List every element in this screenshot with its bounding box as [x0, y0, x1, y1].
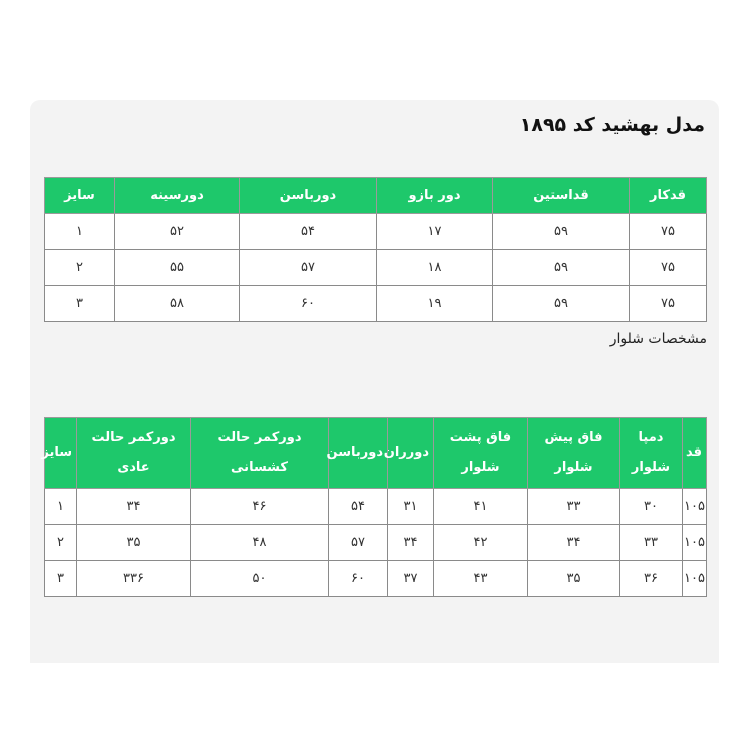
size-chart-panel: [30, 100, 719, 663]
table-cell: ۵۹: [493, 250, 630, 286]
table-cell: ۳۵: [528, 561, 620, 597]
table-cell: ۳۴: [388, 525, 434, 561]
table-cell: ۳۱: [388, 489, 434, 525]
table-cell: ۱: [45, 489, 77, 525]
table-cell: ۴۳: [434, 561, 528, 597]
table-cell: ۱۰۵: [683, 489, 707, 525]
table-row: [45, 525, 707, 561]
table-row: [45, 286, 707, 322]
table-row: [45, 489, 707, 525]
table-cell: ۵۹: [493, 214, 630, 250]
table-cell: ۳۷: [388, 561, 434, 597]
header-cell: قدکار: [630, 178, 707, 214]
table-cell: ۴۶: [191, 489, 329, 525]
table-cell: ۱: [45, 214, 115, 250]
trousers-spec-heading: مشخصات شلوار: [609, 331, 707, 347]
table-cell: ۷۵: [630, 214, 707, 250]
header-cell: قد: [683, 418, 707, 489]
table-cell: ۵۷: [329, 525, 388, 561]
header-cell: دورکمر حالت عادی: [77, 418, 191, 489]
table-cell: ۵۹: [493, 286, 630, 322]
table-cell: ۳۴: [528, 525, 620, 561]
table-cell: ۵۷: [240, 250, 377, 286]
table-cell: ۱۷: [377, 214, 493, 250]
table-cell: ۳: [45, 286, 115, 322]
table-cell: ۵۴: [240, 214, 377, 250]
table-cell: ۶۰: [240, 286, 377, 322]
table-cell: ۵۲: [115, 214, 240, 250]
header-cell: دورسینه: [115, 178, 240, 214]
table-row: [45, 250, 707, 286]
table-cell: ۳۰: [620, 489, 683, 525]
table-cell: ۱۸: [377, 250, 493, 286]
table-cell: ۵۵: [115, 250, 240, 286]
table-cell: ۷۵: [630, 250, 707, 286]
header-cell: قداستین: [493, 178, 630, 214]
header-cell: فاق پیش شلوار: [528, 418, 620, 489]
table-row: [45, 561, 707, 597]
table-header-row: [45, 418, 707, 489]
table-cell: ۳۳: [620, 525, 683, 561]
table-cell: ۳۴: [77, 489, 191, 525]
table-cell: ۱۰۵: [683, 525, 707, 561]
table-cell: ۱۹: [377, 286, 493, 322]
table-cell: ۳۳: [528, 489, 620, 525]
header-cell: دور بازو: [377, 178, 493, 214]
table-cell: ۴۸: [191, 525, 329, 561]
header-cell: دورباسن: [329, 418, 388, 489]
table-cell: ۱۰۵: [683, 561, 707, 597]
table-cell: ۵۸: [115, 286, 240, 322]
table-cell: ۵۰: [191, 561, 329, 597]
table-cell: ۲: [45, 250, 115, 286]
header-cell: دمپا شلوار: [620, 418, 683, 489]
table-cell: ۲: [45, 525, 77, 561]
table-cell: ۳۵: [77, 525, 191, 561]
table-cell: ۳۳۶: [77, 561, 191, 597]
header-cell: سایز: [45, 418, 77, 489]
trousers-size-table: [41, 417, 707, 597]
table-cell: ۴۲: [434, 525, 528, 561]
header-cell: سایز: [45, 178, 115, 214]
table-row: [45, 214, 707, 250]
page-title: مدل بهشید کد ۱۸۹۵: [519, 114, 705, 136]
header-cell: دورکمر حالت کشسانی: [191, 418, 329, 489]
top-size-table: [44, 177, 707, 322]
table-cell: ۳: [45, 561, 77, 597]
table-cell: ۵۴: [329, 489, 388, 525]
table-cell: ۴۱: [434, 489, 528, 525]
table-cell: ۷۵: [630, 286, 707, 322]
table-cell: ۳۶: [620, 561, 683, 597]
header-cell: دورباسن: [240, 178, 377, 214]
header-cell: دورران: [388, 418, 434, 489]
table-header-row: [45, 178, 707, 214]
table-cell: ۶۰: [329, 561, 388, 597]
header-cell: فاق پشت شلوار: [434, 418, 528, 489]
